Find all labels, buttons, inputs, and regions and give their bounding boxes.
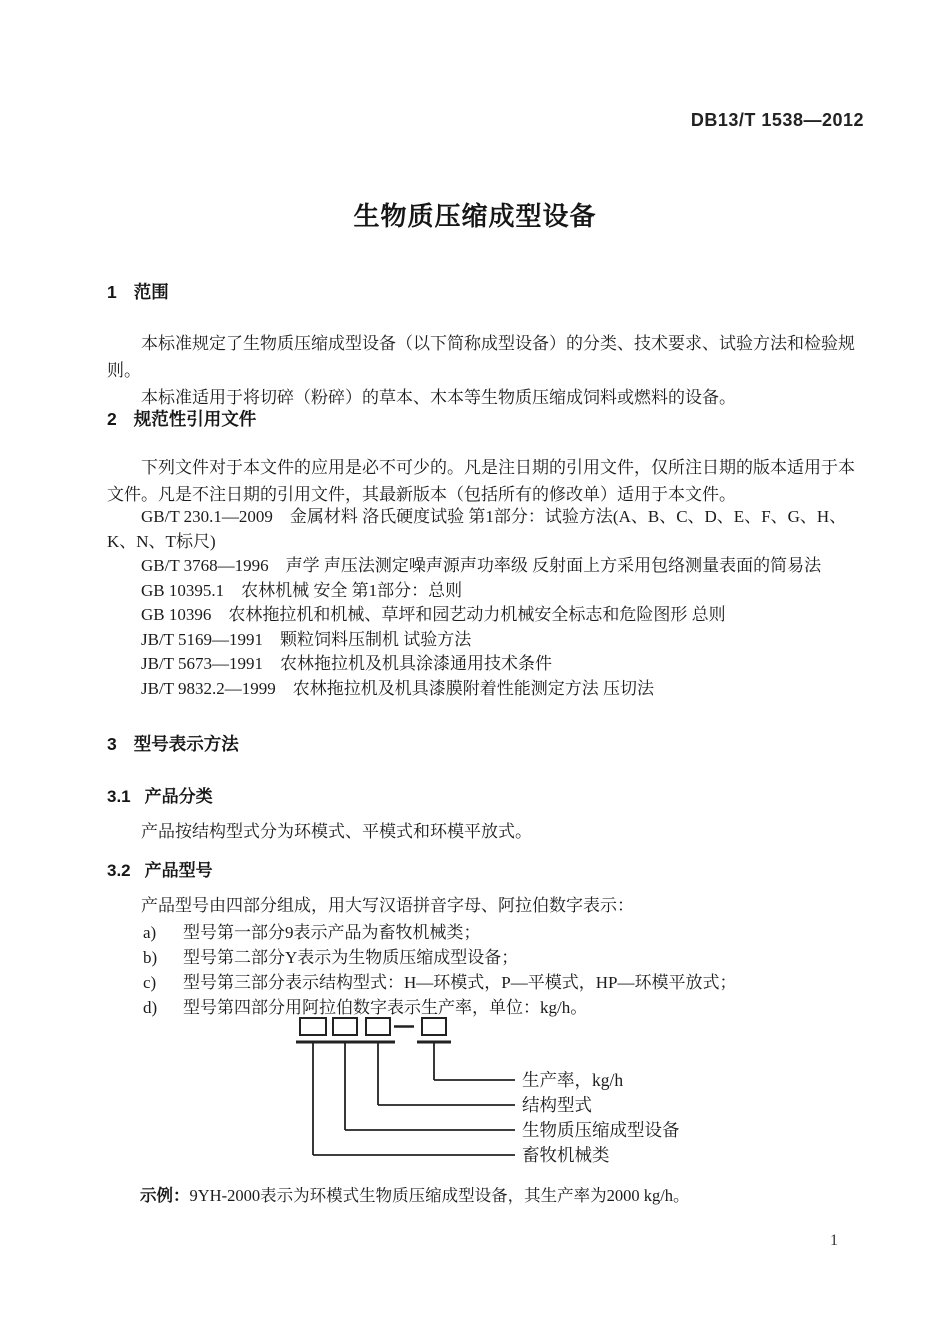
clause-item bbox=[143, 970, 863, 995]
section-3-heading bbox=[107, 731, 239, 756]
diagram-label: 生物质压缩成型设备 bbox=[522, 1120, 680, 1140]
clause-text: 型号第四部分用阿拉伯数字表示生产率，单位：kg/h。 bbox=[183, 998, 588, 1017]
section-title: 范围 bbox=[133, 282, 169, 302]
paragraph: 下列文件对于本文件的应用是必不可少的。凡是注日期的引用文件，仅所注日期的版本适用于本文件。凡是不注日期的引用文件，其最新版本（包括所有的修改单）适用于本文件。 bbox=[107, 458, 855, 504]
section-title: 型号表示方法 bbox=[133, 734, 239, 754]
reference-item: JB/T 5169—1991 颗粒饲料压制机 试验方法 bbox=[141, 629, 472, 649]
paragraph: 产品按结构型式分为环模式、平模式和环模平放式。 bbox=[141, 822, 532, 841]
section-title: 规范性引用文件 bbox=[133, 409, 257, 429]
section-3-2-heading bbox=[107, 856, 213, 881]
reference-item: JB/T 5673—1991 农林拖拉机及机具涂漆通用技术条件 bbox=[141, 654, 553, 673]
clause-marker: a) bbox=[143, 923, 157, 942]
section-2-heading bbox=[107, 406, 256, 431]
clause-marker: b) bbox=[143, 948, 158, 967]
diagram-label: 畜牧机械类 bbox=[522, 1145, 610, 1165]
section-3-1-body bbox=[107, 818, 863, 845]
clause-marker: d) bbox=[143, 998, 158, 1017]
diagram-label: 结构型式 bbox=[522, 1095, 592, 1115]
page-number: 1 bbox=[830, 1232, 838, 1249]
section-number: 1 bbox=[107, 282, 117, 302]
clause-item bbox=[143, 945, 863, 970]
doc-number: DB13/T 1538—2012 bbox=[690, 110, 864, 130]
clause-text: 型号第二部分Y表示为生物质压缩成型设备； bbox=[183, 948, 519, 967]
model-part-box bbox=[333, 1018, 357, 1035]
section-3-1-heading bbox=[107, 782, 213, 807]
example-label: 示例： bbox=[140, 1185, 190, 1205]
model-diagram-svg bbox=[290, 1010, 705, 1168]
section-3-2-intro bbox=[107, 892, 863, 919]
reference-item: GB 10396 农林拖拉机和机械、草坪和园艺动力机械安全标志和危险图形 总则 bbox=[141, 605, 726, 624]
clause-text: 型号第三部分表示结构型式：H—环模式，P—平模式，HP—环模平放式； bbox=[183, 973, 737, 992]
page-title: 生物质压缩成型设备 bbox=[353, 201, 597, 231]
model-part-box bbox=[422, 1018, 446, 1035]
example-line bbox=[107, 1184, 887, 1208]
clause-item bbox=[143, 920, 863, 945]
section-number: 3 bbox=[107, 734, 117, 754]
clause-marker: c) bbox=[143, 973, 157, 992]
model-part-box bbox=[366, 1018, 390, 1035]
section-2-intro bbox=[107, 455, 863, 508]
section-1-heading bbox=[107, 279, 169, 304]
example-text: 9YH-2000表示为环模式生物质压缩成型设备，其生产率为2000 kg/h。 bbox=[189, 1185, 690, 1205]
paragraph: 本标准规定了生物质压缩成型设备（以下简称成型设备）的分类、技术要求、试验方法和检验规则。 bbox=[107, 334, 855, 380]
section-number: 2 bbox=[107, 409, 117, 429]
reference-item: GB/T 3768—1996 声学 声压法测定噪声源声功率级 反射面上方采用包络测量表面的简易法 bbox=[141, 556, 822, 575]
paragraph: 产品型号由四部分组成，用大写汉语拼音字母、阿拉伯数字表示： bbox=[141, 896, 634, 915]
section-number: 3.1 bbox=[107, 787, 131, 806]
clause-list bbox=[143, 920, 863, 1020]
section-1-body bbox=[107, 330, 863, 411]
section-title: 产品分类 bbox=[144, 787, 213, 806]
reference-item: JB/T 9832.2—1999 农林拖拉机及机具漆膜附着性能测定方法 压切法 bbox=[141, 678, 655, 698]
reference-item: GB 10395.1 农林机械 安全 第1部分：总则 bbox=[141, 580, 463, 600]
reference-list bbox=[107, 505, 863, 701]
reference-item: GB/T 230.1—2009 金属材料 洛氏硬度试验 第1部分：试验方法(A、B、C、D、E、F、G、H、K、N、T标尺) bbox=[107, 507, 847, 551]
section-title: 产品型号 bbox=[144, 861, 213, 880]
diagram-label: 生产率，kg/h bbox=[522, 1070, 624, 1090]
section-number: 3.2 bbox=[107, 861, 131, 880]
paragraph: 本标准适用于将切碎（粉碎）的草本、木本等生物质压缩成饲料或燃料的设备。 bbox=[141, 388, 736, 407]
model-part-box bbox=[300, 1018, 326, 1035]
model-diagram bbox=[290, 1010, 705, 1173]
clause-text: 型号第一部分9表示产品为畜牧机械类； bbox=[183, 923, 481, 942]
